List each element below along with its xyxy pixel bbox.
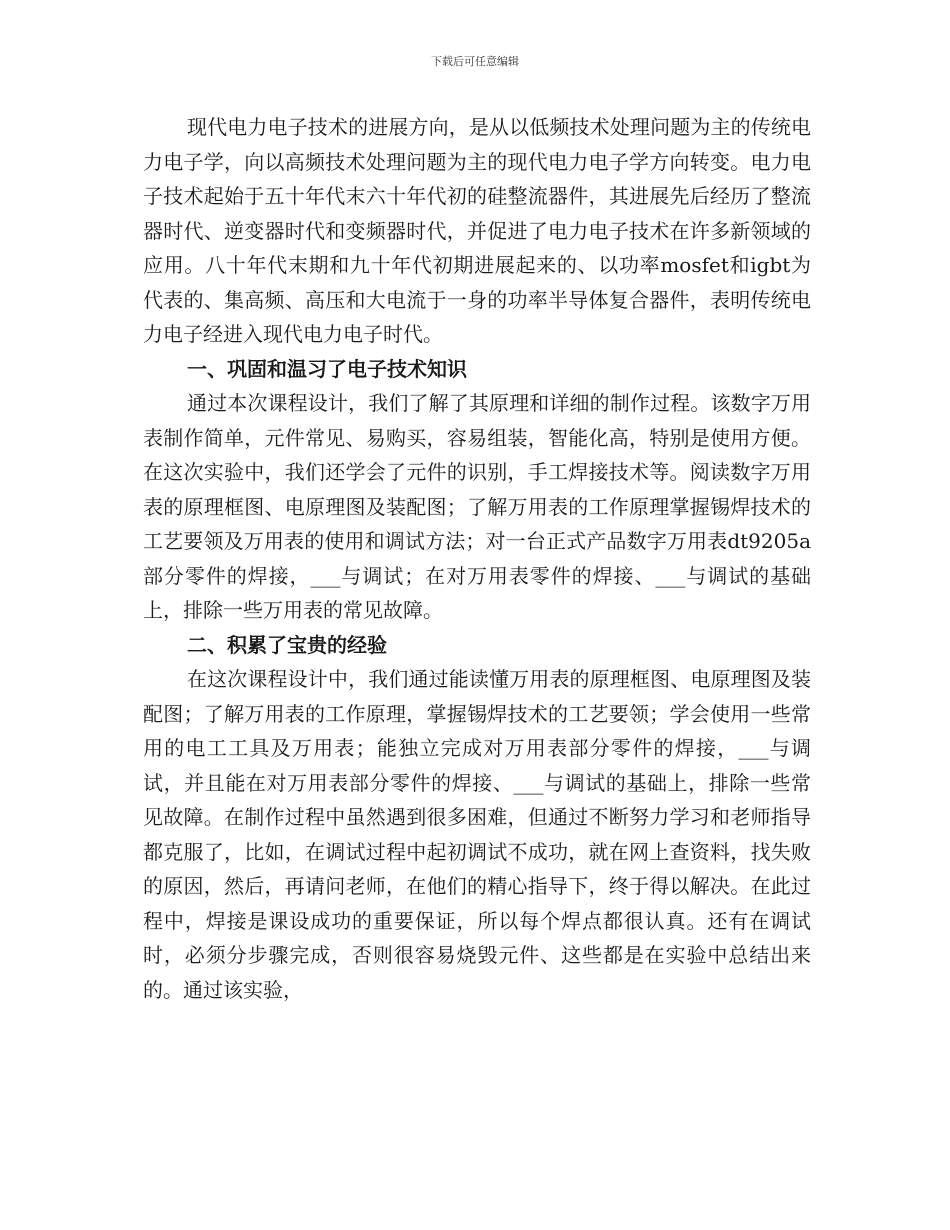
section-heading-1: 一、巩固和温习了电子技术知识 (187, 356, 467, 381)
section-heading-2: 二、积累了宝贵的经验 (187, 632, 387, 657)
paragraph-section-1: 通过本次课程设计，我们了解了其原理和详细的制作过程。该数字万用表制作简单，元件常见、易购买，容易组装，智能化高，特别是使用方便。在这次实验中，我们还学会了元件的识别，手工焊接技术等。阅读数字万用表的原理框图、电原理图及装配图；了解万用表的工作原理掌握锡焊技术的工艺要领及万用表的使用和调试方法；对一台正式产品数字万用表dt9205a部分零件的焊接，___与调试；在对万用表零件的焊接、___与调试的基础上，排除一些万用表的常见故障。 (143, 391, 811, 622)
paragraph-intro: 现代电力电子技术的进展方向，是从以低频技术处理问题为主的传统电力电子学，向以高频技术处理问题为主的现代电力电子学方向转变。电力电子技术起始于五十年代末六十年代初的硅整流器件，其进展先后经历了整流器时代、逆变器时代和变频器时代，并促进了电力电子技术在许多新领域的应用。八十年代末期和九十年代初期进展起来的、以功率mosfet和igbt为代表的、集高频、高压和大电流于一身的功率半导体复合器件，表明传统电力电子经进入现代电力电子时代。 (143, 115, 811, 346)
document-body (143, 110, 811, 1007)
paragraph-section-2: 在这次课程设计中，我们通过能读懂万用表的原理框图、电原理图及装配图；了解万用表的工作原理，掌握锡焊技术的工艺要领；学会使用一些常用的电工工具及万用表；能独立完成对万用表部分零件的焊接，___与调试，并且能在对万用表部分零件的焊接、___与调试的基础上，排除一些常见故障。在制作过程中虽然遇到很多困难，但通过不断努力学习和老师指导都克服了，比如，在调试过程中起初调试不成功，就在网上查资料，找失败的原因，然后，再请问老师，在他们的精心指导下，终于得以解决。在此过程中，焊接是课设成功的重要保证，所以每个焊点都很认真。还有在调试时，必须分步骤完成，否则很容易烧毁元件、这些都是在实验中总结出来的。通过该实验， (143, 667, 811, 1002)
page-header: 下载后可任意编辑 (431, 55, 519, 68)
